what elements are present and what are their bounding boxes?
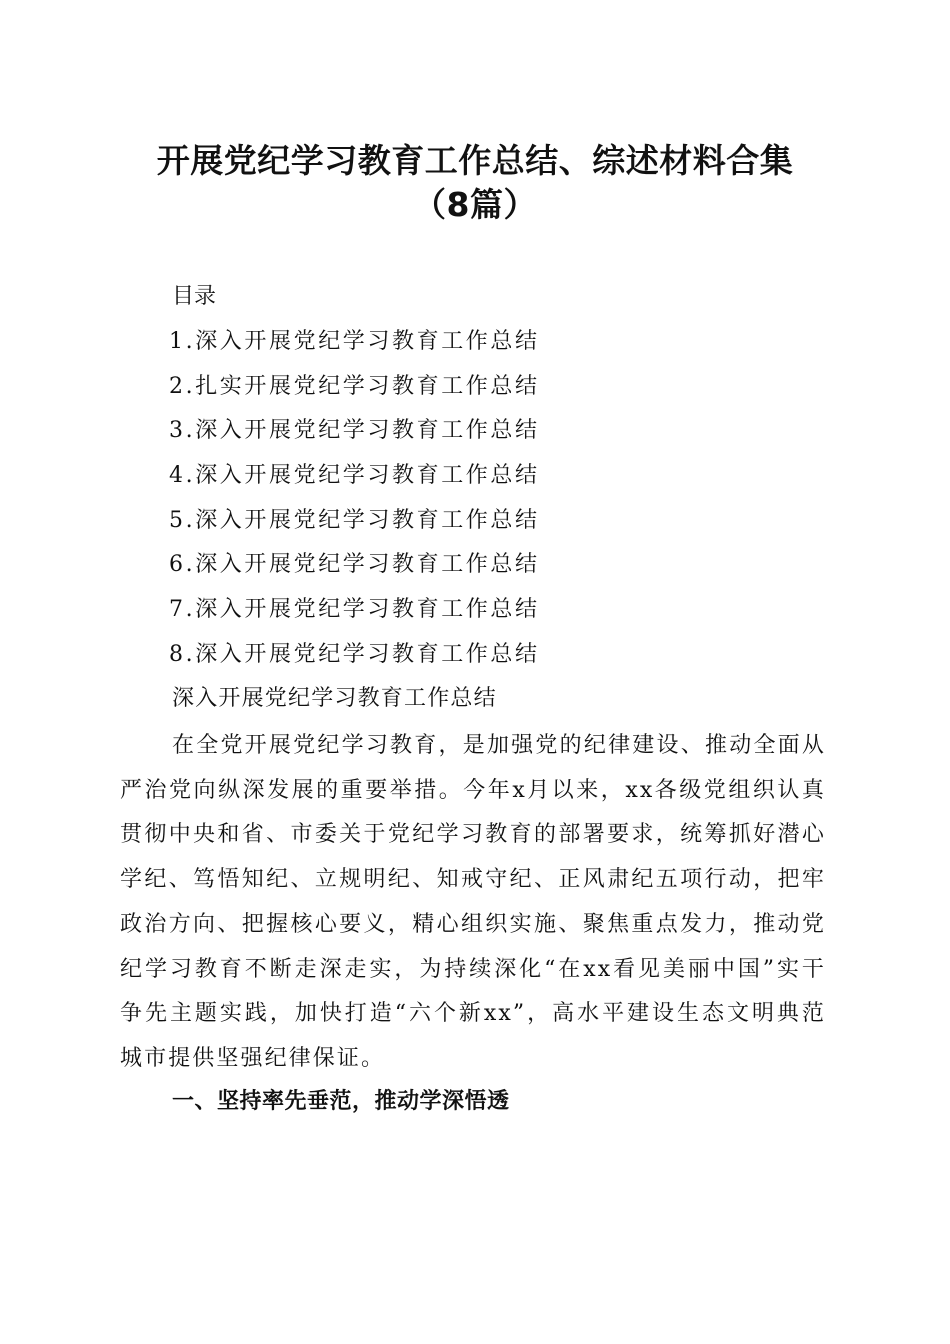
toc-item-5: 5.深入开展党纪学习教育工作总结 <box>169 507 540 533</box>
toc-item-7: 7.深入开展党纪学习教育工作总结 <box>169 597 540 623</box>
table-of-contents <box>169 326 540 684</box>
document-title-count: （8篇） <box>413 185 537 224</box>
article-title: 深入开展党纪学习教育工作总结 <box>172 686 497 711</box>
document-title: 开展党纪学习教育工作总结、综述材料合集 <box>156 141 794 180</box>
toc-item-8: 8.深入开展党纪学习教育工作总结 <box>169 641 540 667</box>
toc-item-4: 4.深入开展党纪学习教育工作总结 <box>169 463 540 489</box>
toc-item-3: 3.深入开展党纪学习教育工作总结 <box>169 418 540 444</box>
toc-item-2: 2.扎实开展党纪学习教育工作总结 <box>169 373 540 399</box>
toc-heading: 目录 <box>172 284 217 309</box>
body-paragraph: 在全党开展党纪学习教育，是加强党的纪律建设、推动全面从严治党向纵深发展的重要举措。今年x月以来，xx各级党组织认真贯彻中央和省、市委关于党纪学习教育的部署要求，统筹抓好潜心学纪、笃悟知纪、立规明纪、知戒守纪、正风肃纪五项行动，把牢政治方向、把握核心要义，精心组织实施、聚焦重点发力，推动党纪学习教育不断走深走实，为持续深化“在xx看见美丽中国”实干争先主题实践，加快打造“六个新xx”，高水平建设生态文明典范城市提供坚强纪律保证。 <box>120 733 826 1071</box>
toc-item-1: 1.深入开展党纪学习教育工作总结 <box>169 329 540 354</box>
section-heading: 一、坚持率先垂范，推动学深悟透 <box>172 1089 510 1114</box>
toc-item-6: 6.深入开展党纪学习教育工作总结 <box>169 552 540 578</box>
